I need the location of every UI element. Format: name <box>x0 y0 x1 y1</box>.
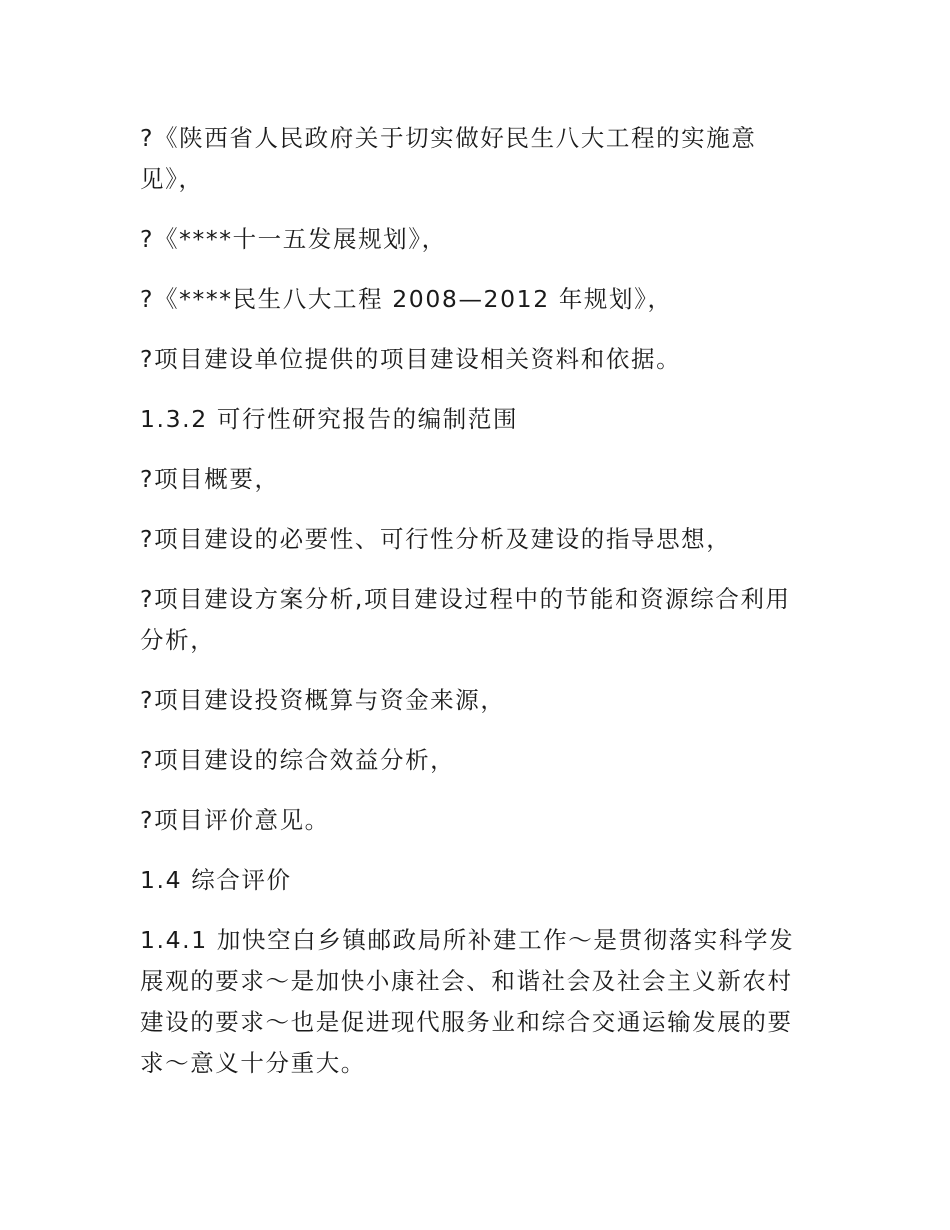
reference-item-five-year-plan: ?《****十一五发展规划》， <box>140 225 447 253</box>
scope-item-plan-analysis: ?项目建设方案分析,项目建设过程中的节能和资源综合利用分析， <box>140 585 791 654</box>
reference-item-provincial-opinion: ?《陕西省人民政府关于切实做好民生八大工程的实施意见》， <box>140 124 757 193</box>
scope-item-benefit: ?项目建设的综合效益分析， <box>140 746 456 774</box>
section-heading-1-4: 1.4 综合评价 <box>140 866 292 894</box>
scope-item-evaluation: ?项目评价意见。 <box>140 806 330 834</box>
reference-item-livelihood-plan: ?《****民生八大工程 2008—2012 年规划》， <box>140 285 673 313</box>
scope-item-necessity: ?项目建设的必要性、可行性分析及建设的指导思想， <box>140 525 732 553</box>
reference-item-unit-materials: ?项目建设单位提供的项目建设相关资料和依据。 <box>140 345 682 373</box>
section-heading-1-3-2: 1.3.2 可行性研究报告的编制范围 <box>140 405 519 433</box>
document-body <box>140 118 812 1103</box>
scope-item-overview: ?项目概要， <box>140 465 280 493</box>
paragraph-1-4-1: 1.4.1 加快空白乡镇邮政局所补建工作～是贯彻落实科学发展观的要求～是加快小康社会、和谐社会及社会主义新农村建设的要求～也是促进现代服务业和综合交通运输发展的要求～意义十分重大。 <box>140 926 795 1077</box>
scope-item-investment: ?项目建设投资概算与资金来源， <box>140 686 506 714</box>
